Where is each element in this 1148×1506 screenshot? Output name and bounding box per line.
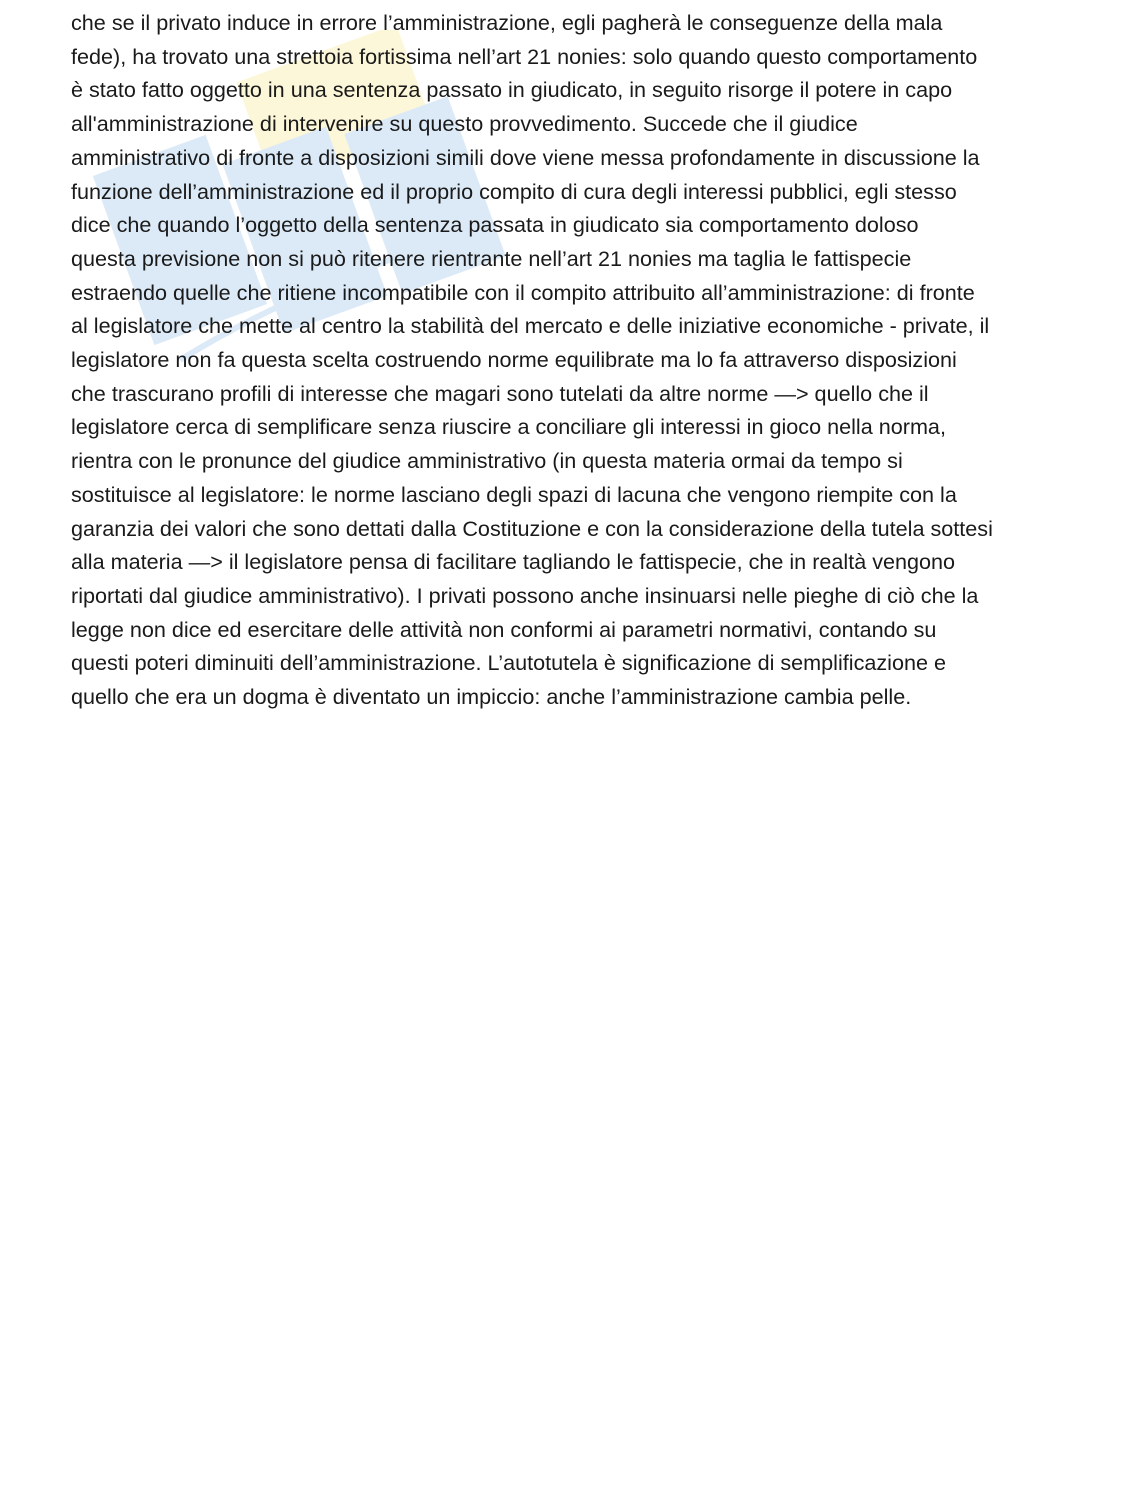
text-line: che trascurano profili di interesse che magari sono tutelati da altre norme —> quello che il xyxy=(71,380,929,406)
text-line: che se il privato induce in errore l’amministrazione, egli pagherà le conseguenze della mala xyxy=(71,10,943,35)
text-line: al legislatore che mette al centro la stabilità del mercato e delle iniziative economiche - private, il xyxy=(71,313,990,339)
text-line: questi poteri diminuiti dell’amministrazione. L’autotutela è significazione di semplificazione e xyxy=(71,650,947,676)
text-line: alla materia —> il legislatore pensa di facilitare tagliando le fattispecie, che in realtà vengono xyxy=(71,549,956,575)
text-line: legislatore non fa questa scelta costruendo norme equilibrate ma lo fa attraverso disposizioni xyxy=(71,347,957,373)
text-line: funzione dell’amministrazione ed il proprio compito di cura degli interessi pubblici, egli stesso xyxy=(71,178,957,204)
text-line: legge non dice ed esercitare delle attività non conformi ai parametri normativi, contando su xyxy=(71,616,937,642)
text-line: garanzia dei valori che sono dettati dalla Costituzione e con la considerazione della tutela sottesi xyxy=(71,515,993,541)
text-line: sostituisce al legislatore: le norme lasciano degli spazi di lacuna che vengono riempite con la xyxy=(71,481,957,507)
text-line: dice che quando l’oggetto della sentenza passata in giudicato sia comportamento doloso xyxy=(71,212,919,238)
body-paragraph xyxy=(71,6,1131,714)
text-line: fede), ha trovato una strettoia fortissima nell’art 21 nonies: solo quando questo comportamento xyxy=(71,43,978,69)
text-line: riportati dal giudice amministrativo). I privati possono anche insinuarsi nelle pieghe di ciò che la xyxy=(71,582,979,608)
text-line: questa previsione non si può ritenere rientrante nell’art 21 nonies ma taglia le fattispecie xyxy=(71,245,912,271)
text-line: è stato fatto oggetto in una sentenza passato in giudicato, in seguito risorge il potere in capo xyxy=(71,77,953,103)
text-line: estraendo quelle che ritiene incompatibile con il compito attribuito all’amministrazione: di fronte xyxy=(71,279,975,305)
text-line: all'amministrazione di intervenire su questo provvedimento. Succede che il giudice xyxy=(71,111,858,137)
text-line: quello che era un dogma è diventato un impiccio: anche l’amministrazione cambia pelle. xyxy=(71,684,912,710)
text-line: rientra con le pronunce del giudice amministrativo (in questa materia ormai da tempo si xyxy=(71,448,903,474)
text-line: legislatore cerca di semplificare senza riuscire a conciliare gli interessi in gioco nella norma, xyxy=(71,414,946,440)
text-line: amministrativo di fronte a disposizioni simili dove viene messa profondamente in discussione la xyxy=(71,144,980,170)
